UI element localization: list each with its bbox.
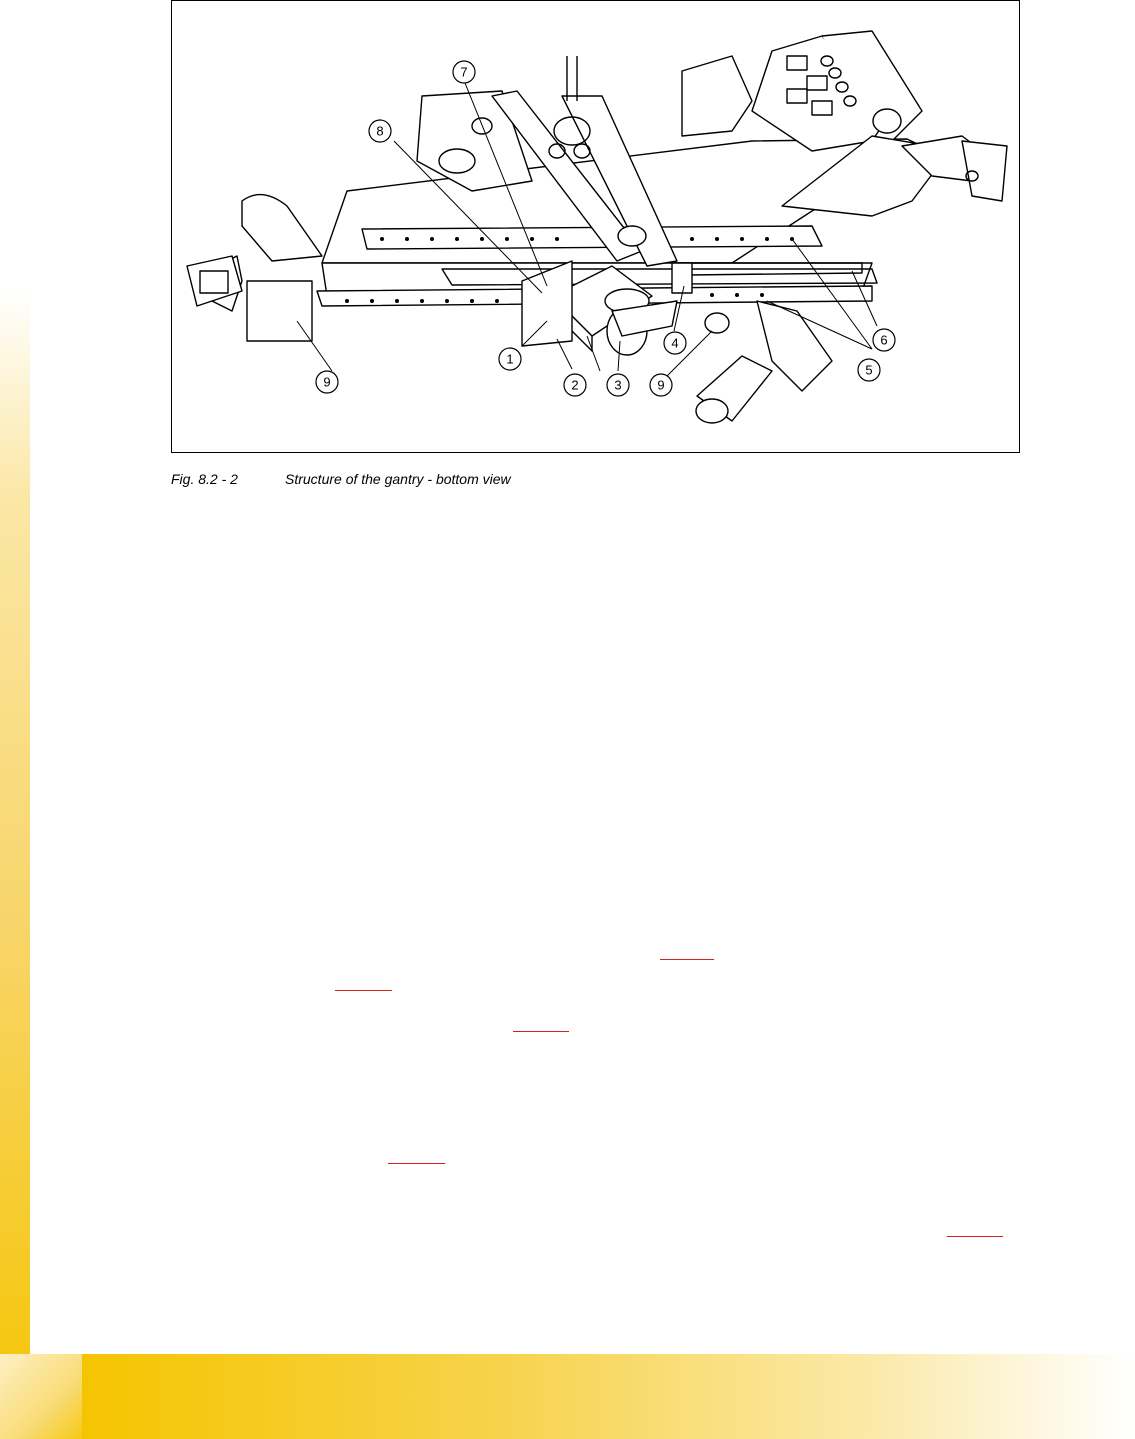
callout-9b-label: 9	[657, 377, 665, 393]
cross-reference-link-3[interactable]	[513, 1031, 569, 1032]
callout-4-label: 4	[671, 335, 679, 351]
callout-3-label: 3	[614, 377, 622, 393]
callout-8-label: 8	[376, 123, 384, 139]
callout-9a-label: 9	[323, 374, 331, 390]
footer-accent-bar	[82, 1354, 1135, 1439]
figure-caption	[171, 471, 511, 487]
cross-reference-link-4[interactable]	[388, 1163, 445, 1164]
callout-7-label: 7	[460, 64, 468, 80]
callout-1-label: 1	[506, 351, 514, 367]
gantry-drawing	[172, 1, 1021, 454]
figure-frame	[171, 0, 1020, 453]
cross-reference-link-1[interactable]	[660, 959, 714, 960]
callout-2-label: 2	[571, 377, 579, 393]
callout-6-label: 6	[880, 332, 888, 348]
callout-5-label: 5	[865, 362, 873, 378]
cross-reference-link-2[interactable]	[335, 990, 392, 991]
figure-title: Structure of the gantry - bottom view	[285, 471, 511, 487]
figure-number: Fig. 8.2 - 2	[171, 471, 238, 487]
side-accent-bar	[0, 288, 30, 1439]
footer-corner-block	[0, 1354, 82, 1439]
cross-reference-link-5[interactable]	[947, 1236, 1003, 1237]
